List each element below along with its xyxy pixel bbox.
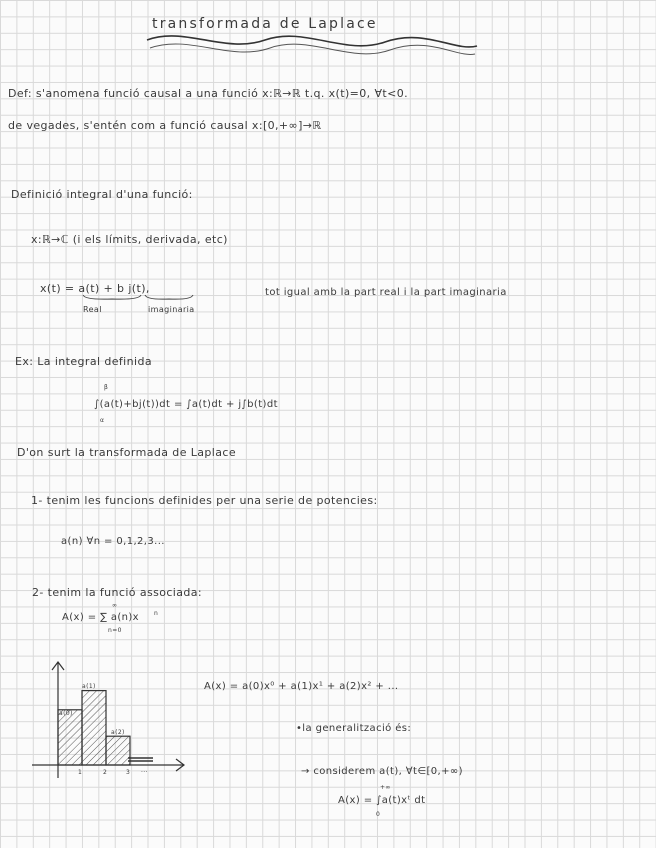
definition-line-1: Def: s'anomena funció causal a una funció x:ℝ→ℝ t.q. x(t)=0, ∀t<0. <box>8 87 409 100</box>
integral-form-upper: +∞ <box>380 784 391 791</box>
definition-line-2: de vegades, s'entén com a funció causal x:[0,+∞]→ℝ <box>8 119 322 132</box>
laplace-origin-bullet: D'on surt la transformada de Laplace <box>17 446 237 459</box>
bar-a2 <box>106 736 130 765</box>
x-tick-3: 3 <box>126 769 131 776</box>
integral-form: A(x) = ∫a(t)xᵗ dt <box>338 795 426 806</box>
integral-upper-limit: β <box>104 384 109 391</box>
page-title: transformada de Laplace <box>152 16 378 32</box>
step-1-text: 1- tenim les funcions definides per una serie de potencies: <box>31 494 378 507</box>
imaginary-label: imaginaria <box>148 305 195 314</box>
x-tick-2: 2 <box>103 769 108 776</box>
decomposition-formula: x(t) = a(t) + b j(t), <box>40 282 150 295</box>
bar-a1 <box>82 691 106 765</box>
integral-lower-limit: α <box>100 417 105 424</box>
real-label: Real <box>83 305 102 314</box>
x-tick-more: ... <box>141 767 148 774</box>
sum-upper-limit: ∞ <box>112 602 118 609</box>
consider-continuous: → considerem a(t), ∀t∈[0,+∞) <box>301 766 463 777</box>
power-series-expansion: A(x) = a(0)x⁰ + a(1)x¹ + a(2)x² + ... <box>204 681 399 692</box>
bar-a0 <box>58 710 82 765</box>
sequence-a-n: a(n) ∀n = 0,1,2,3... <box>61 536 165 547</box>
real-brace <box>82 294 142 304</box>
real-imag-note: tot igual amb la part real i la part imaginaria <box>265 287 507 298</box>
definite-integral: ∫(a(t)+bj(t))dt = ∫a(t)dt + j∫b(t)dt <box>94 399 278 410</box>
bar-label-a1: a(1) <box>82 683 96 690</box>
associated-function: A(x) = ∑ a(n)x <box>62 612 140 623</box>
power-exponent: n <box>154 610 159 617</box>
integral-def-domain: x:ℝ→ℂ (i els límits, derivada, etc) <box>31 233 228 246</box>
title-underline-wave <box>145 32 485 62</box>
step-2-text: 2- tenim la funció associada: <box>32 586 203 599</box>
example-heading: Ex: La integral definida <box>15 355 152 368</box>
bar-graph-sketch <box>28 660 208 790</box>
generalization-bullet: •la generalització és: <box>296 723 412 734</box>
integral-def-heading: Definició integral d'una funció: <box>11 188 193 201</box>
bar-label-a2: a(2) <box>111 729 125 736</box>
sum-lower-limit: n=0 <box>108 627 122 634</box>
x-tick-1: 1 <box>78 769 83 776</box>
integral-form-lower: 0 <box>376 811 381 818</box>
imaginary-brace <box>144 294 194 304</box>
bar-label-a0: a(0) <box>59 710 73 717</box>
